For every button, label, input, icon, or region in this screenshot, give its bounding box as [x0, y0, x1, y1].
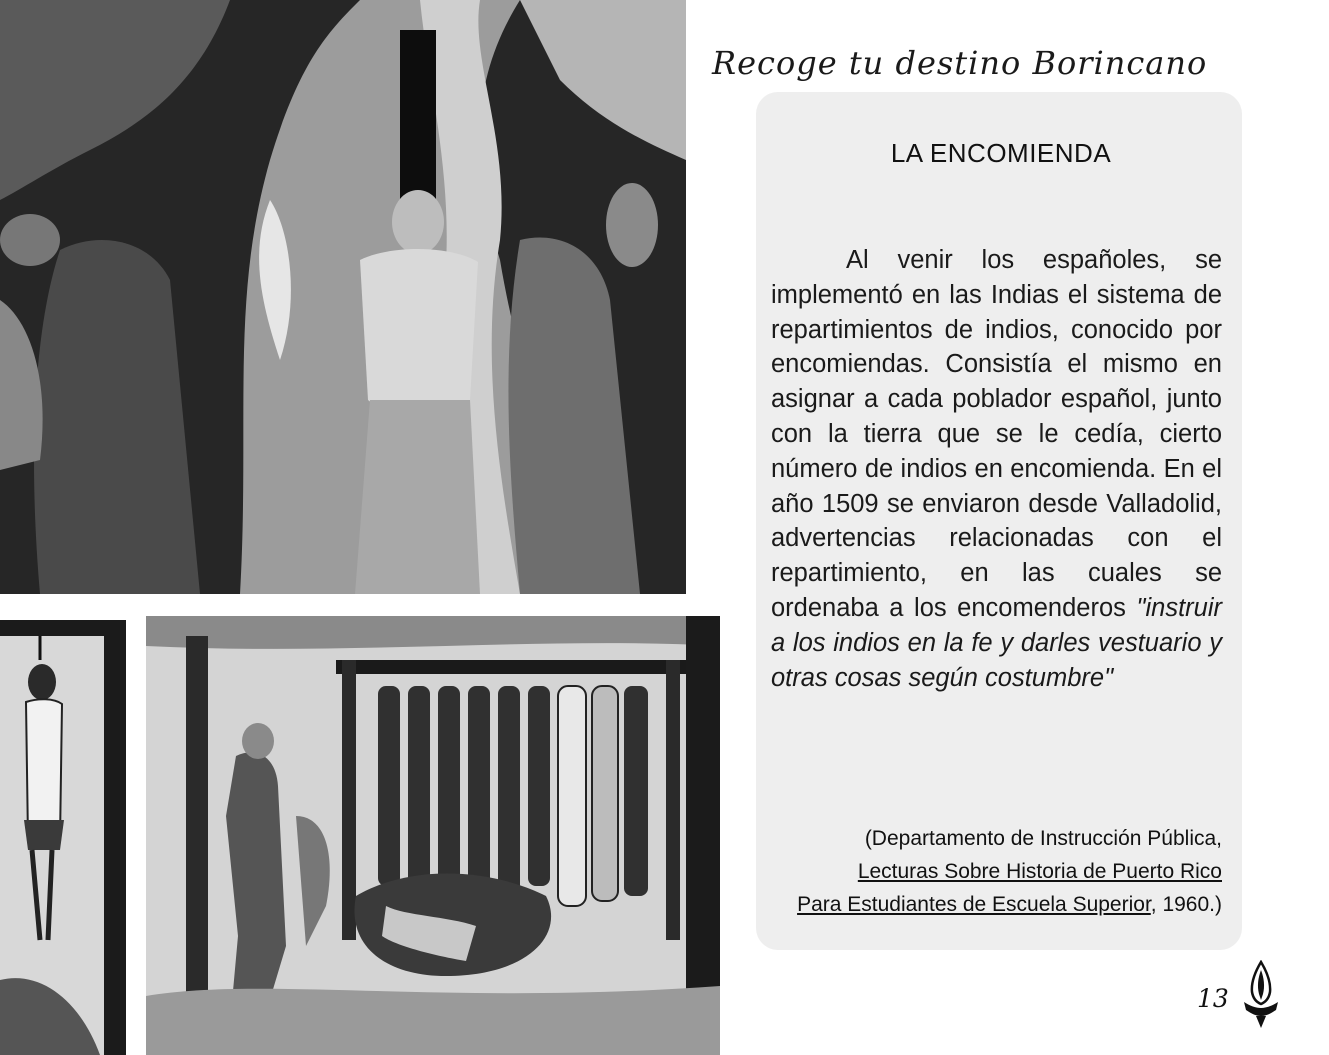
- article-body: [771, 243, 1222, 695]
- citation-line-3: [760, 888, 1222, 921]
- page-header-title: Recoge tu destino Borincano: [712, 44, 1208, 82]
- page-number: 13: [1197, 984, 1229, 1013]
- burning-scene-image: [0, 0, 686, 594]
- engraving-gallows: [146, 616, 720, 1055]
- hanging-figure-image: [0, 620, 126, 1055]
- citation-line-1: (Departamento de Instrucción Pública,: [864, 827, 1222, 850]
- gallows-scene-image: [146, 616, 720, 1055]
- dagger-ornament-icon: [1236, 960, 1286, 1030]
- citation-book-title-1: Lecturas Sobre Historia de Puerto Rico: [857, 860, 1222, 883]
- article-quote: "instruir a los indios en la fe y darles vestuario y otras cosas según costumbre": [771, 593, 1222, 692]
- citation-year: , 1960.): [1150, 893, 1222, 916]
- engraving-hanging-figure: [0, 620, 126, 1055]
- engraving-burning-at-stake: [0, 0, 686, 594]
- article-paragraph: [771, 243, 1222, 695]
- citation: [760, 822, 1222, 921]
- citation-book-title-2: Para Estudiantes de Escuela Superior: [797, 893, 1151, 916]
- section-heading: LA ENCOMIENDA: [890, 138, 1112, 168]
- citation-line-2: [760, 855, 1222, 888]
- article-body-text: Al venir los españoles, se implementó en las Indias el sistema de repartimientos de indios, conocido por encomiendas. Consistía el mismo en asignar a cada poblador español, junto con la tierra que se le cedía, cierto número de indios en encomienda. En el año 1509 se enviaron desde Valladolid, advertencias relacionadas con el repartimiento, en las cuales se ordenaba a los encomenderos: [771, 246, 1222, 622]
